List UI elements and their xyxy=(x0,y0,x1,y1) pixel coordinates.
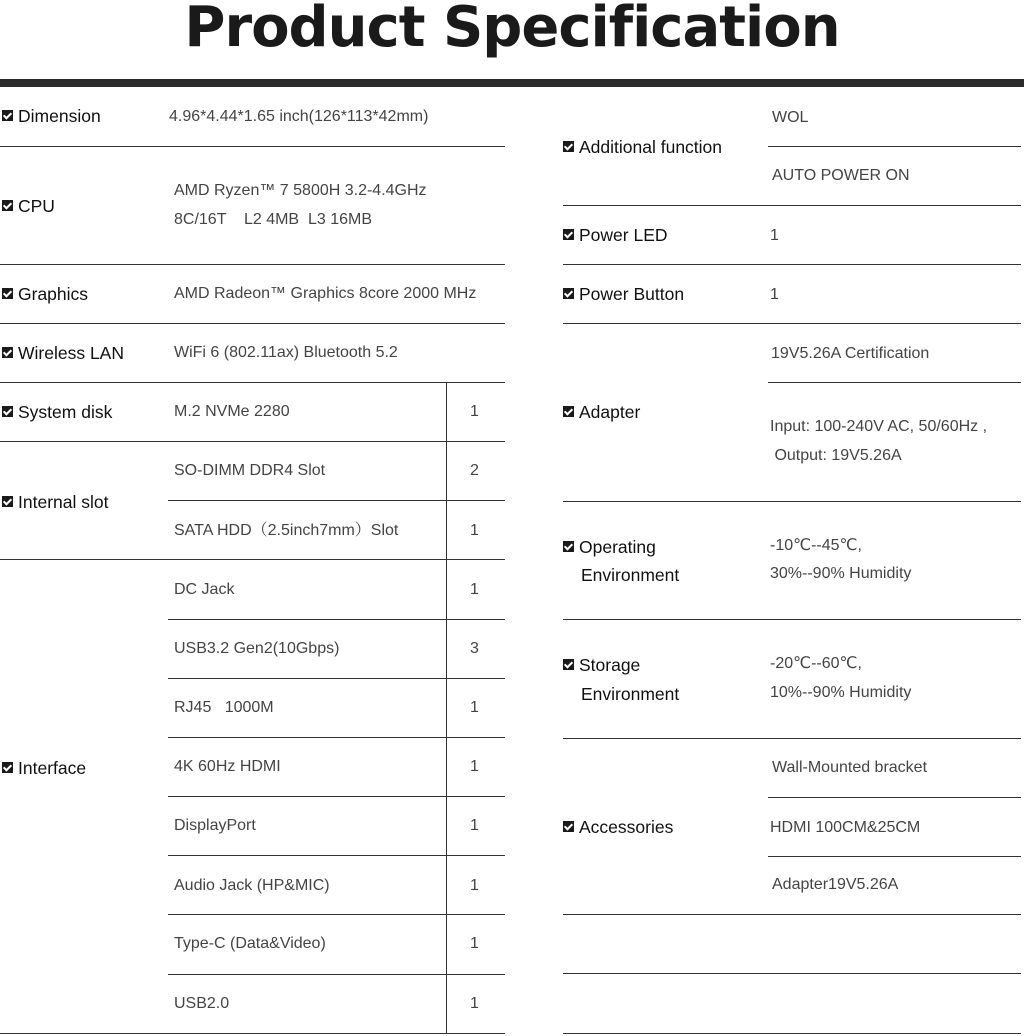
row-divider xyxy=(563,973,1021,974)
dimension-label: Dimension xyxy=(2,102,101,130)
adapter-value-line2: Input: 100-240V AC, 50/60Hz , xyxy=(770,418,988,435)
interface-label: Interface xyxy=(2,754,86,782)
interface-value: RJ45 1000M xyxy=(174,699,274,716)
interface-qty: 1 xyxy=(470,995,479,1012)
cpu-value-line1: AMD Ryzen™ 7 5800H 3.2-4.4GHz xyxy=(174,182,427,199)
accessories-value: Adapter19V5.26A xyxy=(772,876,899,893)
row-divider xyxy=(563,738,1021,739)
column-divider xyxy=(446,383,447,1034)
checkbox-icon xyxy=(563,229,574,240)
additional-function-value: WOL xyxy=(772,109,809,126)
power-led-value: 1 xyxy=(770,227,779,244)
checkbox-icon xyxy=(2,200,13,211)
checkbox-icon xyxy=(2,347,13,358)
row-divider xyxy=(0,1033,505,1034)
interface-qty: 1 xyxy=(470,877,479,894)
row-divider xyxy=(768,382,1021,383)
row-divider xyxy=(0,323,505,324)
internal-slot-value: SO-DIMM DDR4 Slot xyxy=(174,462,326,479)
row-divider xyxy=(168,974,505,975)
internal-slot-qty: 2 xyxy=(470,462,479,479)
checkbox-icon xyxy=(563,406,574,417)
wireless-lan-label: Wireless LAN xyxy=(2,339,124,367)
checkbox-icon xyxy=(2,110,13,121)
adapter-label: Adapter xyxy=(563,398,640,426)
title-divider-bar xyxy=(0,79,1024,87)
row-divider xyxy=(768,856,1021,857)
accessories-value: Wall-Mounted bracket xyxy=(772,759,928,776)
system-disk-value: M.2 NVMe 2280 xyxy=(174,403,290,420)
row-divider xyxy=(563,264,1021,265)
interface-qty: 1 xyxy=(470,699,479,716)
power-led-label: Power LED xyxy=(563,221,668,249)
graphics-value: AMD Radeon™ Graphics 8core 2000 MHz xyxy=(174,285,477,302)
internal-slot-label: Internal slot xyxy=(2,488,108,516)
accessories-value: HDMI 100CM&25CM xyxy=(770,819,921,836)
operating-environment-label: Operating xyxy=(563,533,656,561)
internal-slot-qty: 1 xyxy=(470,522,479,539)
row-divider xyxy=(0,441,505,442)
power-button-value: 1 xyxy=(770,286,779,303)
wireless-lan-value: WiFi 6 (802.11ax) Bluetooth 5.2 xyxy=(174,344,398,361)
interface-value: Audio Jack (HP&MIC) xyxy=(174,877,330,894)
row-divider xyxy=(0,559,505,560)
row-divider xyxy=(168,855,505,856)
internal-slot-value: SATA HDD（2.5inch7mm）Slot xyxy=(174,522,399,539)
dimension-value: 4.96*4.44*1.65 inch(126*113*42mm) xyxy=(169,108,429,125)
interface-qty: 1 xyxy=(470,581,479,598)
row-divider xyxy=(768,797,1021,798)
checkbox-icon xyxy=(2,496,13,507)
interface-value: USB3.2 Gen2(10Gbps) xyxy=(174,640,340,657)
checkbox-icon xyxy=(2,288,13,299)
checkbox-icon xyxy=(2,762,13,773)
checkbox-icon xyxy=(563,541,574,552)
adapter-value-line1: 19V5.26A Certification xyxy=(771,345,930,362)
checkbox-icon xyxy=(563,141,574,152)
interface-value: DisplayPort xyxy=(174,817,256,834)
checkbox-icon xyxy=(2,406,13,417)
row-divider xyxy=(168,914,505,915)
cpu-value-line2: 8C/16T L2 4MB L3 16MB xyxy=(174,211,373,228)
row-divider xyxy=(563,501,1021,502)
row-divider xyxy=(563,323,1021,324)
row-divider xyxy=(0,382,505,383)
interface-value: USB2.0 xyxy=(174,995,230,1012)
row-divider xyxy=(168,678,505,679)
interface-qty: 3 xyxy=(470,640,479,657)
interface-qty: 1 xyxy=(470,935,479,952)
power-button-label: Power Button xyxy=(563,280,684,308)
row-divider xyxy=(168,796,505,797)
adapter-value-line3: Output: 19V5.26A xyxy=(770,447,902,464)
checkbox-icon xyxy=(563,821,574,832)
row-divider xyxy=(168,619,505,620)
operating-environment-label-line2: Environment xyxy=(581,565,680,585)
row-divider xyxy=(168,737,505,738)
graphics-label: Graphics xyxy=(2,280,88,308)
operating-environment-temp: -10℃--45℃, xyxy=(770,537,862,554)
checkbox-icon xyxy=(563,288,574,299)
storage-environment-humidity: 10%--90% Humidity xyxy=(770,684,912,701)
row-divider xyxy=(768,146,1021,147)
storage-environment-label-line2: Environment xyxy=(581,684,680,704)
interface-value: 4K 60Hz HDMI xyxy=(174,758,281,775)
interface-qty: 1 xyxy=(470,817,479,834)
storage-environment-temp: -20℃--60℃, xyxy=(770,655,862,672)
interface-value: Type-C (Data&Video) xyxy=(174,935,326,952)
row-divider xyxy=(0,146,505,147)
storage-environment-label: Storage xyxy=(563,651,640,679)
row-divider xyxy=(0,264,505,265)
additional-function-label: Additional function xyxy=(563,133,722,161)
row-divider xyxy=(563,914,1021,915)
page-title: Product Specification xyxy=(184,0,840,60)
row-divider xyxy=(563,1033,1021,1034)
cpu-label: CPU xyxy=(2,192,55,220)
row-divider xyxy=(168,500,505,501)
row-divider xyxy=(563,619,1021,620)
interface-qty: 1 xyxy=(470,758,479,775)
checkbox-icon xyxy=(563,659,574,670)
operating-environment-humidity: 30%--90% Humidity xyxy=(770,565,912,582)
accessories-label: Accessories xyxy=(563,813,673,841)
system-disk-qty: 1 xyxy=(470,403,479,420)
additional-function-value: AUTO POWER ON xyxy=(772,167,910,184)
system-disk-label: System disk xyxy=(2,398,112,426)
row-divider xyxy=(563,205,1021,206)
interface-value: DC Jack xyxy=(174,581,235,598)
